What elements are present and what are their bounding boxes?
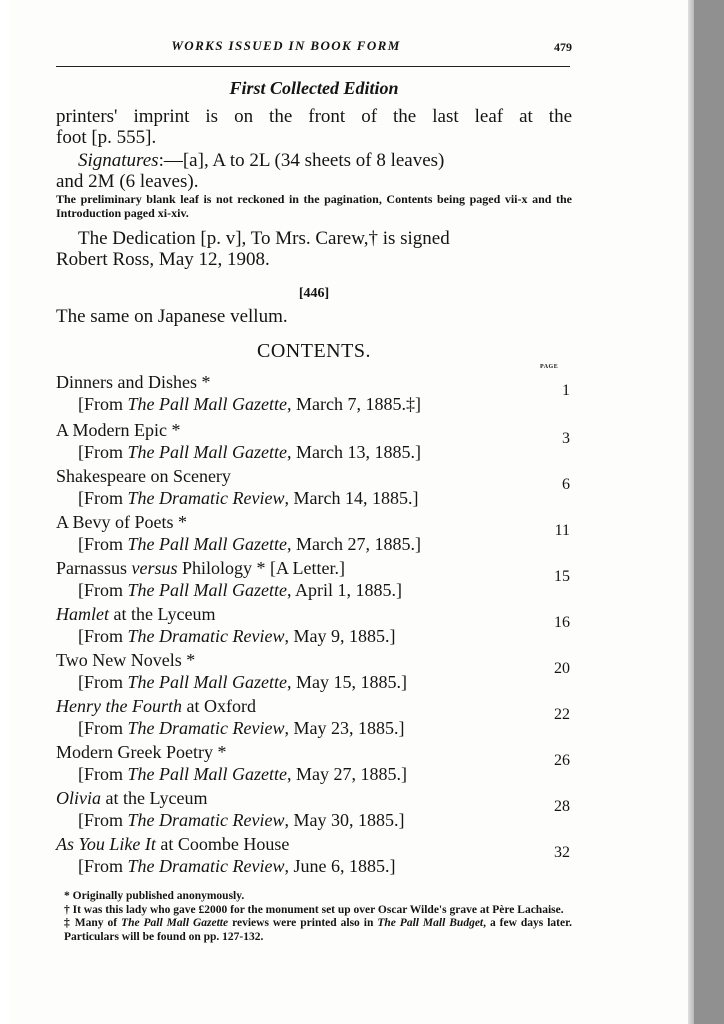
japanese-vellum-line: The same on Japanese vellum.: [56, 306, 288, 327]
viewer-scrollbar-area: [694, 0, 724, 1024]
entry-source: [78, 626, 395, 647]
entry-source-periodical: The Pall Mall Gazette: [127, 442, 287, 462]
contents-entry: [56, 420, 572, 466]
entry-source-text: [From: [78, 764, 128, 784]
footnote-text-italic: The Pall Mall Budget: [377, 917, 484, 929]
entry-title-text: Philology * [A Letter.]: [177, 558, 345, 578]
paragraph-line: printers' imprint is on the front of the last leaf at the: [56, 106, 572, 127]
entry-title: [56, 420, 180, 441]
entry-title-text: at the Lyceum: [101, 788, 208, 808]
entry-title: [56, 742, 226, 763]
header-rule: [56, 66, 570, 67]
entry-title: [56, 512, 187, 533]
signatures-text: :—[a], A to 2L (34 sheets of 8 leaves): [158, 150, 445, 171]
page-column-label: PAGE: [540, 364, 559, 370]
entry-source: [78, 810, 404, 831]
entry-source-date: , May 9, 1885.]: [284, 626, 396, 646]
entry-source: [78, 718, 404, 739]
contents-entry: [56, 604, 572, 650]
signatures-paragraph: [56, 150, 572, 192]
entry-source-text: [From: [78, 488, 128, 508]
entry-title-text: Shakespeare on Scenery: [56, 466, 231, 486]
entry-source-date: , March 27, 1885.]: [286, 534, 421, 554]
entry-source-periodical: The Dramatic Review: [127, 488, 285, 508]
entry-source-text: [From: [78, 580, 128, 600]
entry-title-italic: Henry the Fourth: [56, 696, 182, 716]
entry-page-number: 32: [554, 844, 570, 861]
page-number: 479: [554, 40, 572, 54]
entry-source-text: [From: [78, 856, 128, 876]
sheet-reference: [446]: [298, 286, 330, 301]
entry-source: [78, 534, 421, 555]
footnotes: [56, 890, 572, 944]
entry-source-date: , March 7, 1885.‡]: [286, 394, 421, 414]
paragraph-line: The Dedication [p. v], To Mrs. Carew,† is signed: [78, 228, 450, 249]
entry-source: [78, 764, 407, 785]
footnote-text: , a few days later. Particulars will be found on pp. 127-132.: [64, 917, 573, 943]
entry-source: [78, 394, 421, 415]
entry-title: [56, 650, 195, 671]
entry-source-periodical: The Pall Mall Gazette: [127, 580, 287, 600]
footnote-gazette: [56, 917, 572, 944]
entry-source: [78, 856, 395, 877]
entry-source-date: , June 6, 1885.]: [284, 856, 396, 876]
entry-source-text: [From: [78, 810, 128, 830]
pagination-note: The preliminary blank leaf is not reckoned in the pagination, Contents being paged vii-x and the Introduction paged xi-xiv.: [56, 192, 572, 220]
entry-page-number: 28: [554, 798, 570, 815]
entry-title-italic: Olivia: [56, 788, 101, 808]
entry-source-date: , May 30, 1885.]: [284, 810, 405, 830]
entry-page-number: 20: [554, 660, 570, 677]
footnote-monument: † It was this lady who gave £2000 for the monument set up over Oscar Wilde's grave at Père Lachaise.: [64, 903, 564, 916]
contents-entry: [56, 466, 572, 512]
entry-source-text: [From: [78, 672, 128, 692]
entry-title-text: at Coombe House: [155, 834, 290, 854]
entry-title-italic: versus: [131, 558, 178, 578]
entry-title-text: A Bevy of Poets *: [56, 512, 188, 532]
entry-source: [78, 442, 421, 463]
entry-page-number: 22: [554, 706, 570, 723]
entry-page-number: 15: [554, 568, 570, 585]
edition-title: First Collected Edition: [229, 78, 399, 98]
entry-source-date: , May 27, 1885.]: [286, 764, 407, 784]
entry-title-italic: As You Like It: [56, 834, 156, 854]
contents-entry: [56, 788, 572, 834]
entry-title: [56, 788, 207, 809]
entry-source-date: , April 1, 1885.]: [286, 580, 402, 600]
footnote-text-italic: The Pall Mall Gazette: [121, 917, 229, 929]
entry-title-text: at the Lyceum: [109, 604, 216, 624]
entry-title-text: A Modern Epic *: [56, 420, 181, 440]
imprint-paragraph: [56, 106, 572, 148]
entry-source-text: [From: [78, 718, 128, 738]
entry-source: [78, 672, 407, 693]
running-head: [56, 36, 572, 58]
entry-page-number: 1: [562, 382, 570, 399]
entry-source-periodical: The Pall Mall Gazette: [127, 764, 287, 784]
contents-entry: [56, 834, 572, 880]
entry-source-text: [From: [78, 626, 128, 646]
entry-title: [56, 558, 345, 579]
entry-source-date: , May 15, 1885.]: [286, 672, 407, 692]
entry-source-text: [From: [78, 534, 128, 554]
paragraph-line: foot [p. 555].: [56, 127, 157, 148]
entry-source-text: [From: [78, 442, 128, 462]
contents-entry: [56, 650, 572, 696]
entry-title-text: Dinners and Dishes *: [56, 372, 211, 392]
contents-entry: [56, 372, 572, 420]
entry-source-periodical: The Pall Mall Gazette: [127, 672, 287, 692]
contents-heading: CONTENTS.: [257, 340, 371, 362]
entry-source-date: , May 23, 1885.]: [284, 718, 405, 738]
footnote-text: ‡ Many of: [64, 917, 122, 929]
running-title: WORKS ISSUED IN BOOK FORM: [171, 38, 401, 53]
entry-source-periodical: The Dramatic Review: [127, 718, 285, 738]
entry-title-text: Modern Greek Poetry *: [56, 742, 227, 762]
entry-title-text: at Oxford: [181, 696, 256, 716]
footnote-text: reviews were printed also in: [228, 917, 378, 929]
contents-list: [56, 372, 572, 880]
entry-source-periodical: The Dramatic Review: [127, 810, 285, 830]
entry-title: [56, 696, 256, 717]
entry-source-date: , March 14, 1885.]: [284, 488, 419, 508]
entry-title: [56, 834, 289, 855]
contents-entry: [56, 512, 572, 558]
entry-source: [78, 488, 418, 509]
paragraph-line: Robert Ross, May 12, 1908.: [56, 249, 270, 270]
contents-entry: [56, 558, 572, 604]
entry-title: [56, 604, 215, 625]
paragraph-line: and 2M (6 leaves).: [56, 171, 199, 192]
entry-source-periodical: The Dramatic Review: [127, 626, 285, 646]
contents-entry: [56, 696, 572, 742]
entry-title-text: Parnassus: [56, 558, 132, 578]
entry-title: [56, 466, 231, 487]
footnote-anonymous: * Originally published anonymously.: [64, 890, 245, 902]
entry-source-periodical: The Dramatic Review: [127, 856, 285, 876]
entry-page-number: 3: [562, 430, 570, 447]
entry-source-date: , March 13, 1885.]: [286, 442, 421, 462]
entry-source: [78, 580, 402, 601]
dedication-paragraph: [56, 228, 572, 270]
entry-title-italic: Hamlet: [56, 604, 109, 624]
entry-title-text: Two New Novels *: [56, 650, 196, 670]
entry-source-periodical: The Pall Mall Gazette: [127, 534, 287, 554]
entry-source-text: [From: [78, 394, 128, 414]
entry-page-number: 16: [554, 614, 570, 631]
entry-page-number: 6: [562, 476, 570, 493]
entry-page-number: 11: [554, 522, 570, 539]
paragraph-line: [56, 150, 572, 171]
signatures-label: Signatures: [78, 150, 159, 171]
entry-title: [56, 372, 210, 393]
entry-page-number: 26: [554, 752, 570, 769]
entry-source-periodical: The Pall Mall Gazette: [127, 394, 287, 414]
contents-entry: [56, 742, 572, 788]
